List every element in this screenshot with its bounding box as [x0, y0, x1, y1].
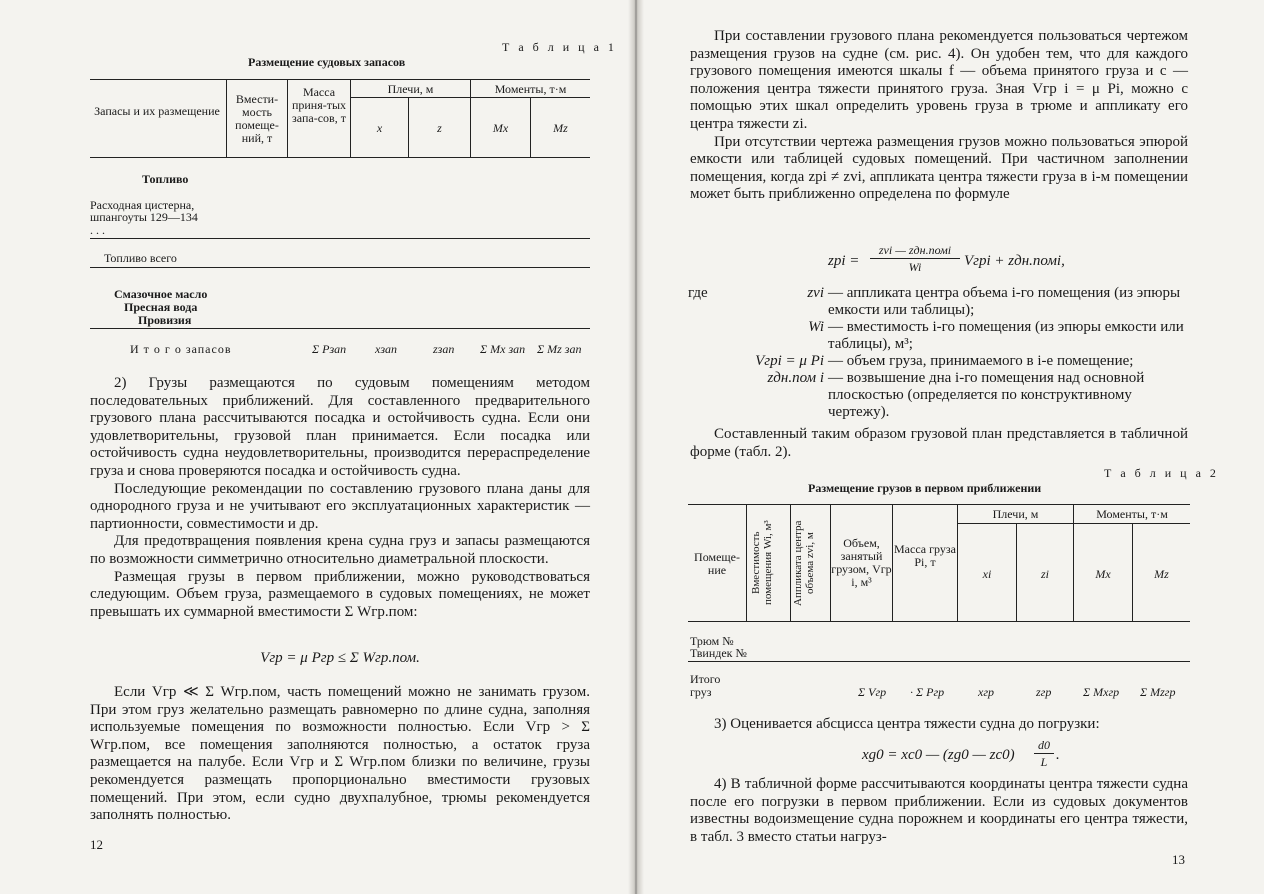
table2-caption: Т а б л и ц а 2 — [1104, 466, 1219, 480]
t1-header-shoulders: Плечи, м — [387, 82, 434, 96]
page-number-right: 13 — [1172, 852, 1185, 867]
paragraph: При отсутствии чертежа размещения грузов можно пользоваться эпюрой емкости или таблицей судовых помещений. При частичном заполнении помещения, когда zpi ≠ zvi, аппликата центра тяжести груза в i-м помещении может быть приближенно определена по формуле — [690, 133, 1188, 203]
definition-text: — аппликата центра объема i-го помещения (из эпюры емкости или таблицы); — [828, 285, 1181, 318]
paragraph: Если Vгр ≪ Σ Wгр.пом, часть помещений можно не занимать грузом. При этом груз желательно размещать равномерно по длине судна, заполняя используемые помещения по возможности полностью. Если Vгр > Σ Wгр.пом, все помещения заполняются полностью, а остаток груза размещается на палубе. Если Vгр и Σ Wгр.пом близки по величине, грузы рекомендуется размещать пропорционально вместимости грузовых помещений. При этом, если судно двухпалубное, трюмы рекомендуется заполнять полностью. — [90, 684, 590, 824]
right-page — [640, 0, 1264, 894]
paragraph: Размещая грузы в первом приближении, можно руководствоваться следующим. Объем груза, размещаемого в судовых помещениях, не может превышать их суммарной вместимости Σ Wгр.пом: — [90, 568, 590, 620]
t2-row-tweendeck: Твиндек № — [690, 646, 747, 660]
definition-row — [724, 285, 1190, 319]
where-label: где — [688, 285, 708, 301]
t1-row-tank: Расходная цистерна, — [90, 198, 195, 212]
t2-total-x: xгр — [978, 685, 995, 699]
item-3 — [690, 716, 1188, 734]
paragraph: 4) В табличной форме рассчитываются координаты центра тяжести судна после его погрузки в первом приближении. Если из судовых документов известны водоизмещение судна порожнем и координаты его центра тяжести, в табл. 3 вместо статьи нагруз- — [690, 776, 1188, 845]
t2-header-room: Помеще-ние — [694, 550, 740, 577]
t2-header-applicate: Аппликата центра объема zvi, м — [792, 520, 816, 606]
t1-header-mx: Mx — [492, 121, 509, 135]
formula3-numerator: d0 — [1038, 738, 1050, 752]
paragraph: Составленный таким образом грузовой план представляется в табличной форме (табл. 2). — [690, 426, 1188, 460]
t2-total-z: zгр — [1036, 685, 1052, 699]
right-body-text-2 — [690, 426, 1188, 461]
formula3-denominator: L — [1040, 755, 1048, 769]
t1-total-mz: Σ Mz зап — [537, 342, 582, 356]
formula2-lhs: zpi = — [828, 253, 860, 269]
t1-row-fuel: Топливо — [142, 172, 189, 186]
definition-text: — возвышение дна i-го помещения над основной плоскостью (определяется по конструктивному чертежу). — [828, 370, 1145, 420]
t2-header-mx: Mx — [1095, 567, 1111, 581]
paragraph: Последующие рекомендации по составлению грузового плана даны для однородного груза и не учитывают его эксплуатационных характеристик — партионности, совместимости и др. — [90, 480, 590, 532]
definition-row — [724, 353, 1190, 370]
t2-header-volume: Объем, занятый грузом, Vгр i, м³ — [831, 536, 892, 589]
t1-header-mass: Масса приня-тых запа-сов, т — [291, 85, 347, 125]
t1-row-food: Провизия — [138, 313, 192, 327]
definition-row — [724, 319, 1190, 353]
t1-row-water: Пресная вода — [124, 300, 198, 314]
definition-row — [724, 370, 1190, 421]
table2-title: Размещение грузов в первом приближении — [808, 481, 1042, 495]
t1-total-p: Σ Pзап — [312, 342, 347, 356]
t1-row-fuel-total: Топливо всего — [104, 251, 177, 265]
page-number-left: 12 — [90, 837, 103, 852]
t1-header-moments: Моменты, т·м — [494, 82, 567, 96]
t2-total-mx: Σ Mxгр — [1083, 685, 1120, 699]
t1-row-total: И т о г о запасов — [130, 342, 232, 356]
t1-header-capacity: Вмести-мость помеще-ний, т — [235, 92, 279, 145]
t2-header-xi: xi — [982, 567, 992, 581]
definition-symbol: Wi — [808, 319, 824, 335]
t1-header-stocks: Запасы и их размещение — [94, 104, 220, 118]
formula-volume: Vгр = μ Pгр ≤ Σ Wгр.пом. — [260, 650, 420, 666]
t2-header-zi: zi — [1040, 567, 1049, 581]
paragraph: При составлении грузового плана рекомендуется пользоваться чертежом размещения грузов на судне (см. рис. 4). Он удобен тем, что для каждого грузового помещения имеются шкалы f — объема принятого груза и c — положения центра тяжести принятого груза. Зная Vгр i = μ Pi, можно с помощью этих шкал определить уровень груза в трюме и аппликату его центра тяжести zi. — [690, 28, 1188, 132]
t2-header-capacity: Вместимость помещения Wi, м³ — [750, 520, 774, 606]
t2-header-mass: Масса груза Pi, т — [894, 542, 956, 569]
book-gutter — [628, 0, 644, 894]
definition-text: — вместимость i-го помещения (из эпюры емкости или таблицы), м³; — [828, 319, 1184, 352]
t1-header-x: x — [376, 121, 383, 135]
definition-symbol: zдн.пом i — [767, 370, 824, 386]
definition-symbol: zvi — [807, 285, 824, 301]
definition-text: — объем груза, принимаемого в i-е помещение; — [828, 353, 1134, 369]
t1-row-dots: . . . — [90, 223, 105, 237]
t1-header-z: z — [437, 121, 442, 135]
t2-total-p: · Σ Pгр — [910, 685, 945, 699]
paragraph: Для предотвращения появления крена судна груз и запасы размещаются по возможности симметрично относительно диаметральной плоскости. — [90, 533, 590, 567]
formula3-lhs: xg0 = xc0 — (zg0 — zc0) — [862, 747, 1015, 763]
t2-header-shoulders: Плечи, м — [992, 507, 1039, 521]
item-4 — [690, 776, 1188, 846]
t1-row-frames: шпангоуты 129—134 — [90, 210, 198, 224]
t2-row-total-label1: Итого — [690, 672, 721, 686]
formula3-end: . — [1056, 747, 1060, 763]
t2-row-hold: Трюм № — [690, 634, 734, 648]
t1-total-z: zзап — [433, 342, 455, 356]
t1-row-oil: Смазочное масло — [114, 287, 208, 301]
definitions — [724, 285, 1190, 421]
t2-row-total-label2: груз — [690, 685, 712, 699]
paragraph: 2) Грузы размещаются по судовым помещениям методом последовательных приближений. Для составленного предварительного грузового плана рассчитываются посадка и остойчивость судна. Если они удовлетворительны, грузовой план принимается. Если посадка или остойчивость судна неудовлетворительны, производится перераспределение груза и снова проверяются посадка и остойчивость судна. — [90, 375, 590, 479]
table1-title: Размещение судовых запасов — [248, 55, 406, 69]
formula2-denominator: Wi — [908, 260, 922, 274]
t1-total-mx: Σ Mx зап — [480, 342, 526, 356]
t2-total-mz: Σ Mzгр — [1140, 685, 1176, 699]
right-body-text — [690, 28, 1188, 204]
t1-total-x: xзап — [375, 342, 398, 356]
t2-header-moments: Моменты, т·м — [1096, 507, 1168, 521]
t2-total-v: Σ Vгр — [858, 685, 887, 699]
paragraph: 3) Оценивается абсцисса центра тяжести судна до погрузки: — [714, 716, 1100, 732]
t1-header-mz: Mz — [553, 121, 568, 135]
formula2-numerator: zvi — zдн.помi — [878, 243, 952, 257]
t2-header-mz: Mz — [1154, 567, 1169, 581]
left-body-text-2 — [90, 684, 590, 825]
definition-symbol: Vгрi = μ Pi — [755, 353, 824, 369]
table1-caption: Т а б л и ц а 1 — [502, 40, 617, 54]
formula2-rhs: Vгрi + zдн.помi, — [964, 253, 1065, 269]
left-body-text — [90, 375, 590, 621]
